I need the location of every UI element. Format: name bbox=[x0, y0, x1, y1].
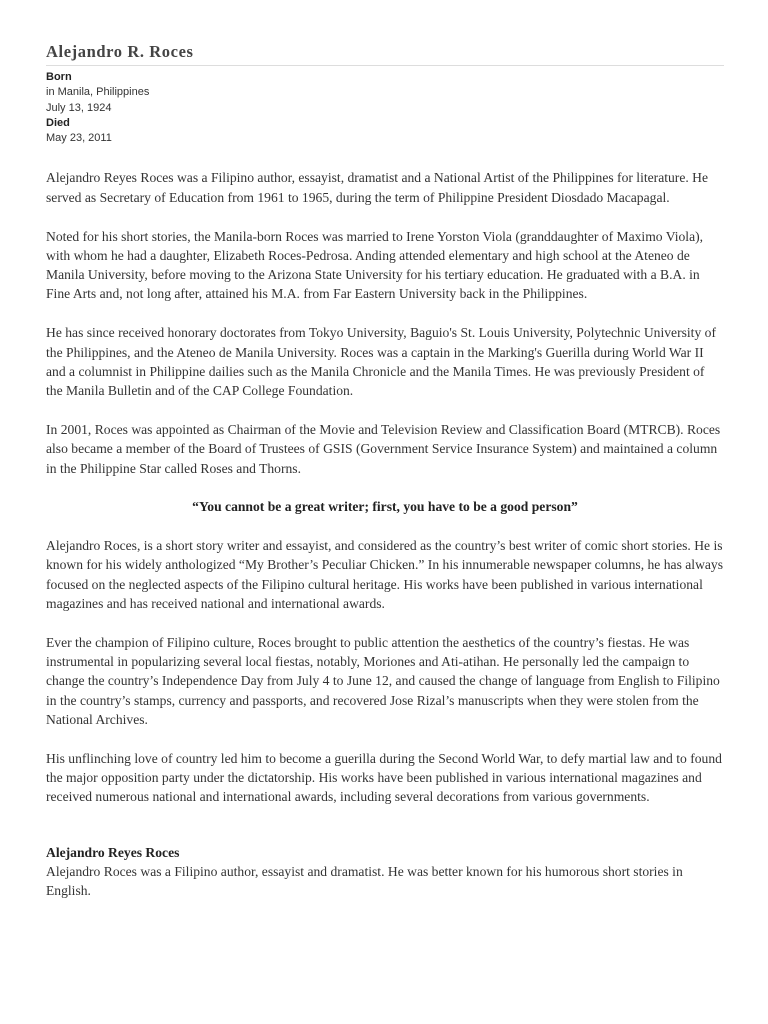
paragraph: He has since received honorary doctorates from Tokyo University, Baguio's St. Louis University, Polytechnic University of the Philippines, and the Ateneo de Manila University. Roces was a captain in the Marking's Guerilla during World War II and a columnist in Philippine dailies such as the Manila Chronicle and the Manila Times. He was previously President of the Manila Bulletin and of the CAP College Foundation. bbox=[46, 325, 716, 399]
page-title: Alejandro R. Roces bbox=[46, 42, 194, 61]
paragraph: Ever the champion of Filipino culture, Roces brought to public attention the aesthetics of the country’s fiestas. He was instrumental in popularizing several local fiestas, notably, Moriones and Ati-atihan. He personally led the campaign to change the country’s Independence Day from July 4 to June 12, and caused the change of language from English to Filipino in the country’s stamps, currency and passports, and recovered Jose Rizal’s manuscripts when they were stolen from the National Archives. bbox=[46, 634, 720, 728]
paragraph: Alejandro Roces, is a short story writer and essayist, and considered as the country’s best writer of comic short stories. He is known for his widely anthologized “My Brother’s Peculiar Chicken.” In his innumerable newspaper columns, he has always focused on the neglected aspects of the Filipino cultural heritage. His works have been published in various international magazines and has received national and international awards. bbox=[46, 538, 724, 612]
paragraph: Alejandro Reyes Roces was a Filipino author, essayist, dramatist and a National Artist of the Philippines for literature. He served as Secretary of Education from 1961 to 1965, during the term of Philippine President Diosdado Macapagal. bbox=[46, 170, 709, 205]
paragraph: His unflinching love of country led him to become a guerilla during the Second World War, to defy martial law and to found the major opposition party under the dictatorship. His works have been published in various international magazines and received numerous national and international awards, including several decorations from various governments. bbox=[46, 750, 722, 805]
bio-meta bbox=[46, 70, 724, 146]
born-place: in Manila, Philippines bbox=[46, 86, 150, 99]
title-divider bbox=[46, 65, 724, 66]
biography-text bbox=[46, 168, 724, 900]
paragraph: Noted for his short stories, the Manila-born Roces was married to Irene Yorston Viola (granddaughter of Maximo Viola), with whom he had a daughter, Elizabeth Roces-Pedrosa. Anding attended elementary and high school at the Ateneo de Manila University, before moving to the Arizona State University for his tertiary education. He graduated with a B.A. in Fine Arts and, not long after, attained his M.A. from Far Eastern University back in the Philippines. bbox=[46, 228, 704, 302]
pull-quote: “You cannot be a great writer; first, you have to be a good person” bbox=[192, 499, 578, 515]
died-label: Died bbox=[46, 116, 70, 129]
died-date: May 23, 2011 bbox=[46, 132, 112, 145]
paragraph: In 2001, Roces was appointed as Chairman of the Movie and Television Review and Classification Board (MTRCB). Roces also became a member of the Board of Trustees of GSIS (Government Service Insurance System) and maintained a column in the Philippine Star called Roses and Thorns. bbox=[46, 421, 721, 476]
document-page bbox=[46, 0, 724, 901]
paragraph: Alejandro Roces was a Filipino author, essayist and dramatist. He was better known for his humorous short stories in English. bbox=[46, 864, 683, 899]
born-label: Born bbox=[46, 71, 72, 83]
section-heading: Alejandro Reyes Roces bbox=[46, 844, 180, 860]
born-date: July 13, 1924 bbox=[46, 101, 112, 114]
